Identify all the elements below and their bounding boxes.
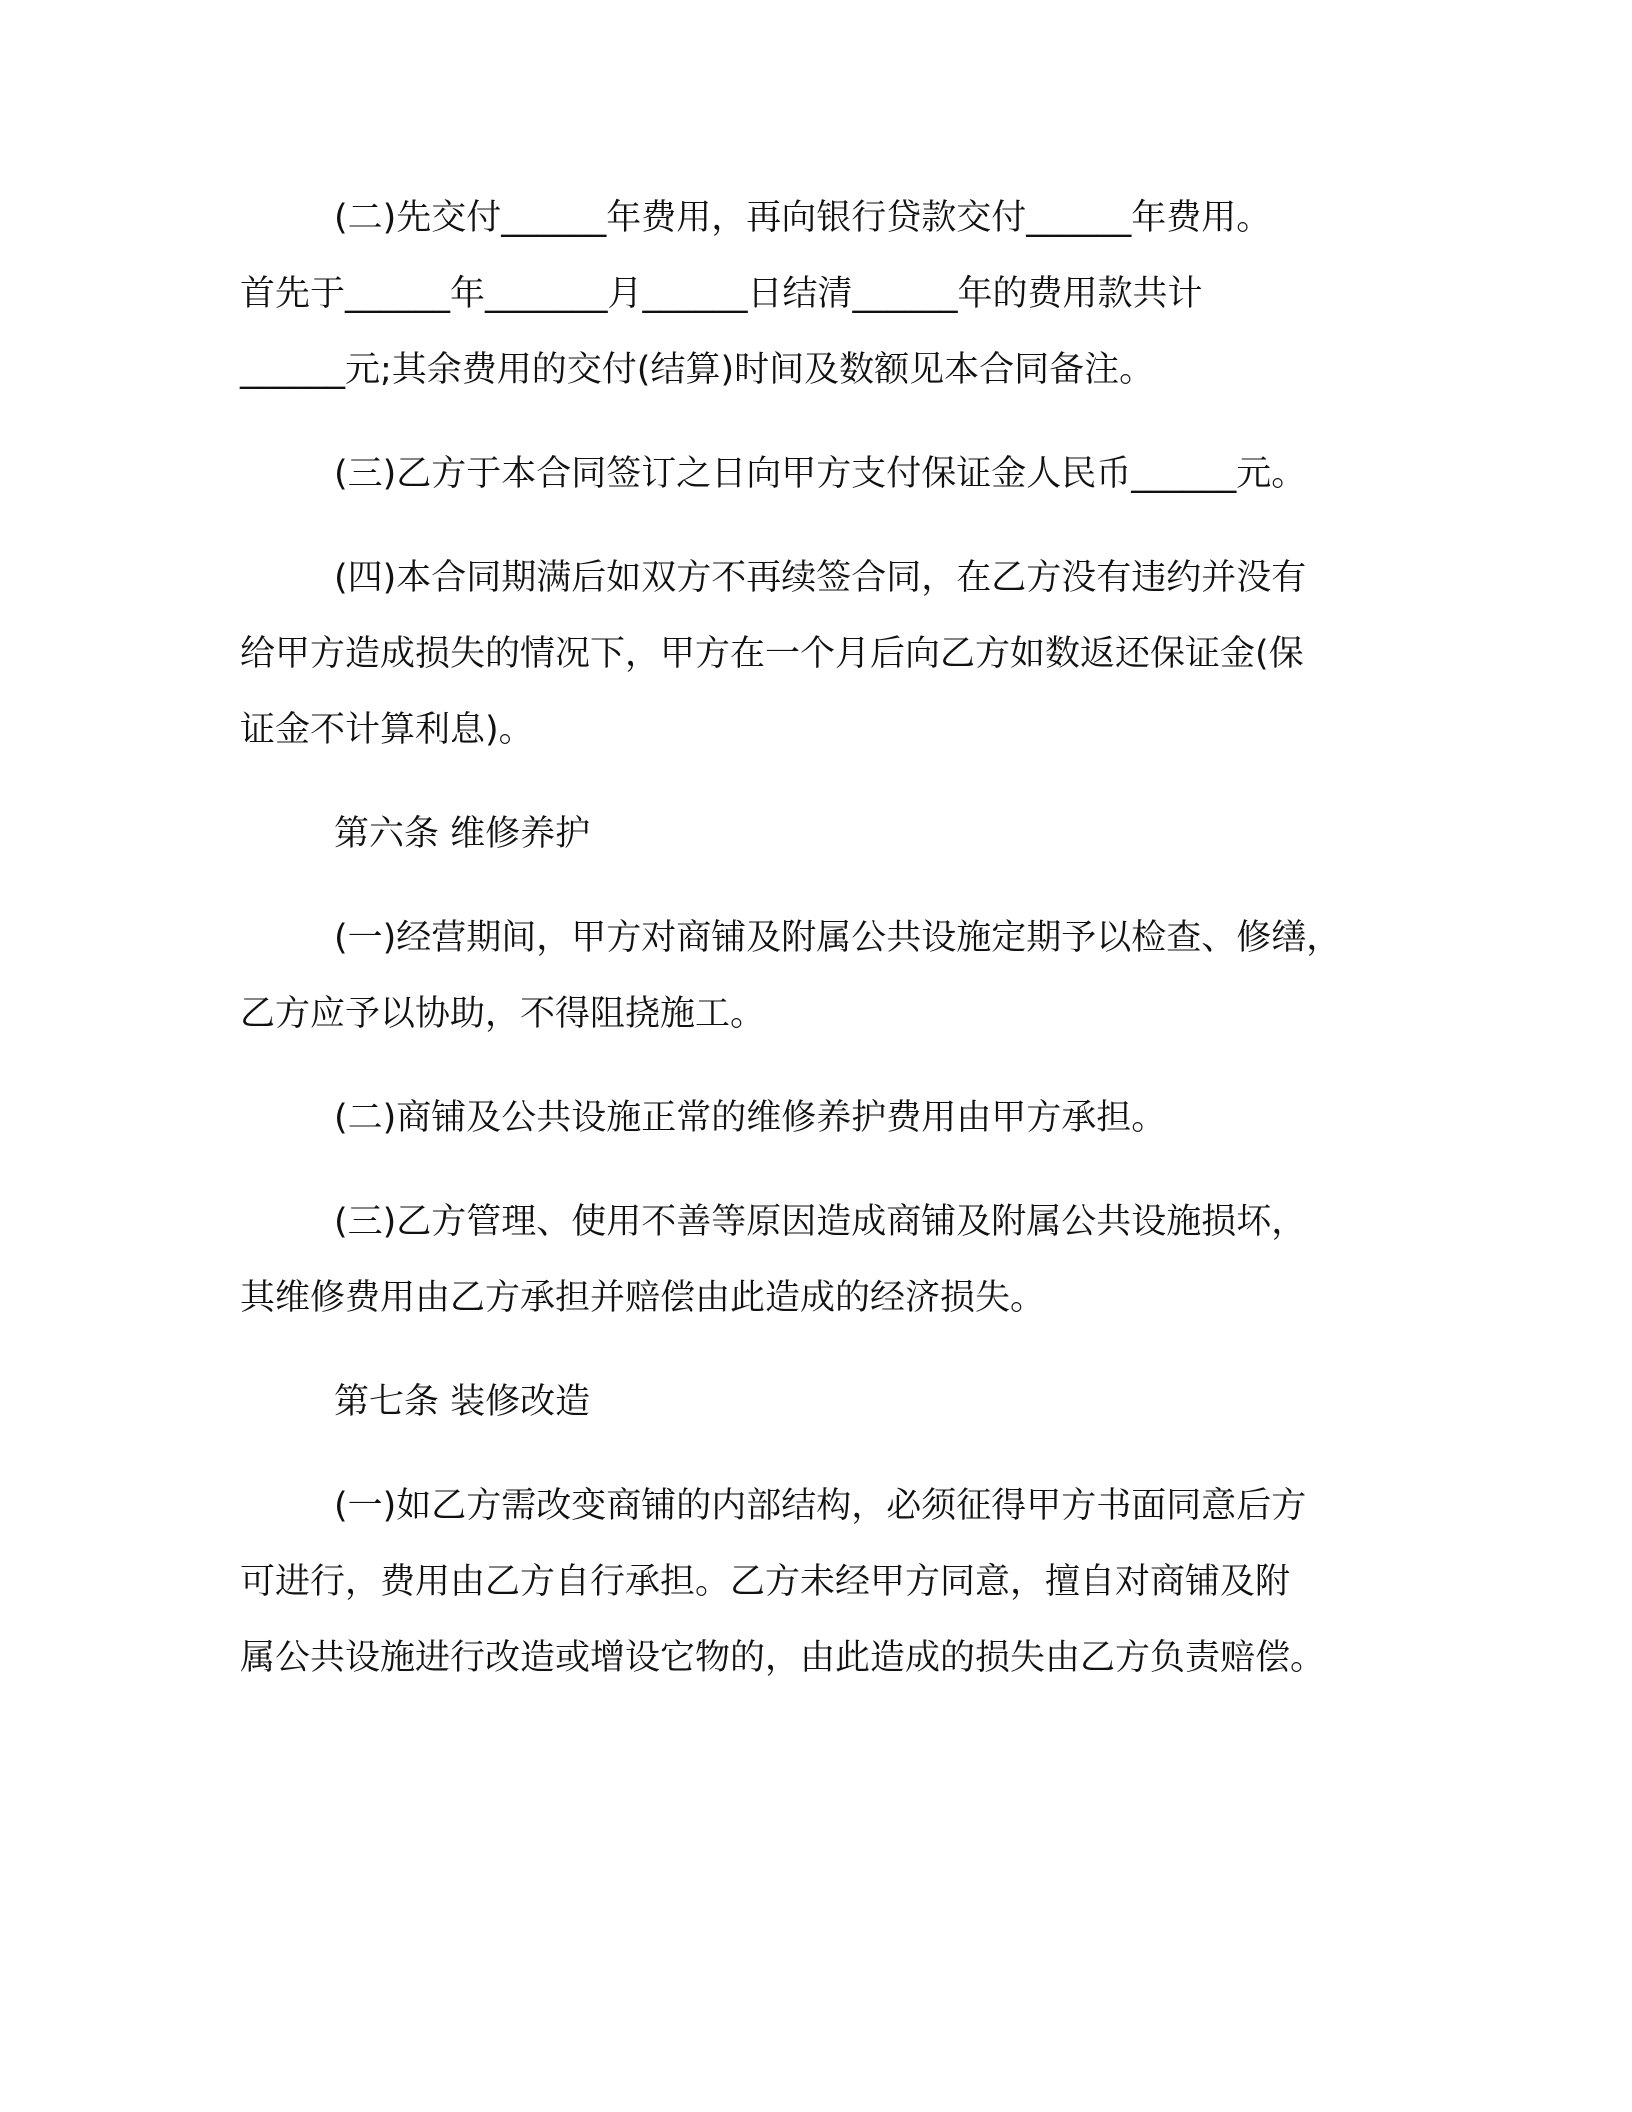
text-line: 属公共设施进行改造或增设它物的，由此造成的损失由乙方负责赔偿。	[240, 1638, 1326, 1678]
text-line: 其维修费用由乙方承担并赔偿由此造成的经济损失。	[240, 1278, 1046, 1318]
text-line: 可进行，费用由乙方自行承担。乙方未经甲方同意，擅自对商铺及附	[240, 1562, 1291, 1602]
paragraph-damage-liability	[240, 1184, 1380, 1336]
paragraph-payment-schedule	[240, 180, 1380, 408]
paragraph-deposit	[240, 436, 1380, 512]
heading-text: 第七条 装修改造	[334, 1382, 591, 1422]
paragraph-deposit-return	[240, 540, 1380, 768]
text-line: 给甲方造成损失的情况下，甲方在一个月后向乙方如数返还保证金(保	[240, 634, 1304, 674]
text-line: (一)经营期间，甲方对商铺及附属公共设施定期予以检查、修缮，	[334, 918, 1342, 958]
heading-text: 第六条 维修养护	[334, 814, 591, 854]
text-line: (三)乙方管理、使用不善等原因造成商铺及附属公共设施损坏，	[334, 1202, 1307, 1242]
text-line: (二)商铺及公共设施正常的维修养护费用由甲方承担。	[334, 1098, 1167, 1138]
paragraph-maintenance-cost	[240, 1080, 1380, 1156]
article-6-heading	[240, 796, 1380, 872]
paragraph-maintenance-inspection	[240, 900, 1380, 1052]
text-line: (四)本合同期满后如双方不再续签合同，在乙方没有违约并没有	[334, 558, 1307, 598]
paragraph-renovation	[240, 1468, 1380, 1696]
text-line: (三)乙方于本合同签订之日向甲方支付保证金人民币______元。	[334, 454, 1307, 494]
text-line: 乙方应予以协助，不得阻挠施工。	[240, 994, 766, 1034]
text-line: (二)先交付______年费用，再向银行贷款交付______年费用。	[334, 198, 1272, 238]
text-line: 证金不计算利息)。	[240, 710, 534, 750]
document-body	[240, 180, 1380, 1724]
text-line: ______元;其余费用的交付(结算)时间及数额见本合同备注。	[240, 350, 1155, 390]
text-line: 首先于______年_______月______日结清______年的费用款共计	[240, 274, 1203, 314]
article-7-heading	[240, 1364, 1380, 1440]
text-line: (一)如乙方需改变商铺的内部结构，必须征得甲方书面同意后方	[334, 1486, 1307, 1526]
